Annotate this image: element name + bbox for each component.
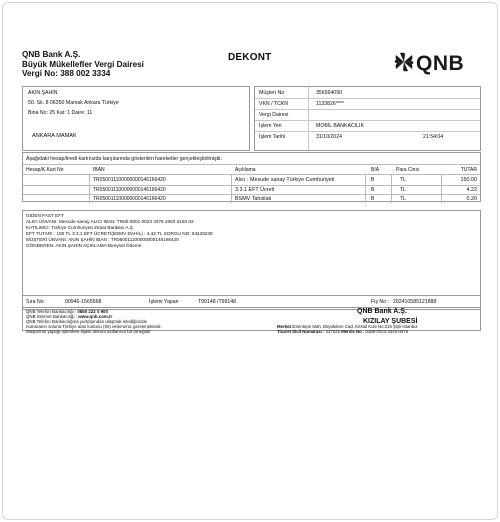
info-row-customer-no [259, 90, 479, 98]
date-value: 31/10/2024 [316, 134, 342, 140]
sequence-label: Sıra No [26, 299, 44, 305]
customer-district: ANKARA MAMAK [32, 133, 77, 139]
info-divider [255, 131, 480, 132]
branch-bank-name: QNB Bank A.Ş. [357, 308, 407, 315]
mersis-label: Mersis No : [341, 328, 365, 334]
registry-label: Ticaret Sicil Numarası : [277, 328, 325, 334]
table-column-divider [89, 174, 90, 203]
row-amount: 4.22 [466, 187, 477, 193]
receipt-label: Fiş No : [371, 299, 389, 305]
table-divider [23, 164, 480, 165]
table-divider [23, 174, 480, 175]
registry-line [277, 329, 408, 334]
transaction-info-box [254, 86, 481, 151]
info-row-vkn [259, 101, 479, 109]
info-column-divider [308, 87, 309, 150]
internet-banking-label: QNB İnternet Bankacılığı : [26, 314, 79, 319]
tax-office: Büyük Mükellefler Vergi Dairesi [22, 59, 144, 69]
branch-name: KIZILAY ŞUBESİ [363, 318, 418, 325]
table-divider [23, 185, 480, 186]
footer-note: Müşterinin yaptığı işlemlere ilişkin dekont asıllarının bir örneğidir [26, 328, 151, 334]
transfer-details-box [22, 210, 481, 310]
vkn-value: 1133826**** [316, 101, 344, 107]
operator-value: T99148 /T99148 [198, 299, 237, 305]
footer-note: QNB Telefon Bankacılığına yurtdışından ulaşmak istediğinizde [26, 319, 147, 324]
vkn-label: VKN / TCKN [259, 101, 289, 107]
date-label: İşlem Tarihi [259, 134, 286, 140]
customer-box [22, 86, 250, 151]
row-iban: TR050011100000000146166420 [93, 187, 166, 193]
mersis-value: 0388-0023-3340-0576 [364, 328, 409, 334]
row-currency: TL [400, 187, 406, 193]
table-divider [23, 194, 480, 195]
transactions-intro: Aşağıdaki hesap/kredi kartınızda karşılarında gösterilen hareketler gerçekleştirilmiştir. [26, 156, 223, 162]
customer-name: AKIN ŞAHİN [28, 90, 58, 96]
row-description: 3.3.1 EFT Ücreti [235, 187, 275, 193]
qnb-logo [393, 51, 468, 77]
col-header-amount: TUTAR [460, 167, 477, 173]
table-column-divider [231, 174, 232, 203]
row-ba: B [371, 196, 375, 202]
footer-box [22, 307, 481, 334]
detail-line: KATILIMCI: Türkiye Cumhuriyeti Ziraat Bankası A.Ş. [26, 225, 135, 230]
row-currency: TL [400, 196, 406, 202]
detail-line: GIDEN FAST EFT [26, 213, 64, 218]
row-iban: TR050011100000000146166420 [93, 196, 166, 202]
phone-banking-number: 0850 222 0 900 [77, 309, 108, 314]
col-header-ba: B/A [371, 167, 380, 173]
transactions-table [22, 152, 481, 202]
receipt-number: 202410585121888 [393, 299, 437, 305]
time-value: 21:54:04 [423, 134, 444, 140]
footer-note: numaranın soluna Türkiye alan kodunu (90) eklemeniz gerekmektedir. [26, 324, 162, 329]
info-divider [255, 109, 480, 110]
location-label: İşlem Yeri [259, 123, 282, 129]
phone-banking-label: QNB Telefon Bankacılığı : [26, 309, 78, 314]
internet-banking-url: www.qnb.com.tr [78, 314, 113, 319]
location-value: MOBİL BANKACILIK [316, 123, 364, 129]
qnb-logo-icon [393, 51, 415, 73]
customer-address-line2: Bina No: 25 Kat: 1 Daire: 11 [28, 110, 93, 116]
detail-line: EFT TUTARI : 150 TL 3.3.1 EFT ÜCRETİ(BSMV DAHİL) : 4.42 TL SORGU NO: 54428238 [26, 231, 213, 236]
row-amount: 150.00 [460, 177, 477, 183]
customer-no-value: 356564090 [316, 90, 342, 96]
row-iban: TR050011100000000146166420 [93, 177, 166, 183]
table-column-divider [365, 174, 366, 203]
tax-number: Vergi No: 388 002 3334 [22, 69, 111, 78]
customer-no-label: Müşteri No [259, 90, 285, 96]
col-header-iban: IBAN [93, 167, 105, 173]
info-row-location [259, 123, 479, 131]
info-row-tax-office [259, 112, 479, 120]
info-divider [255, 98, 480, 99]
row-description: BSMV Tahsilatı [235, 196, 272, 202]
detail-line: ALICI ÜNVANI: Mesude sanay ALICI IBAN: TR69 0001 0023 3376 2083 6150 02 [26, 219, 194, 224]
document-title: DEKONT [228, 52, 272, 63]
col-header-currency: Para Cinsi [396, 167, 420, 173]
bank-name: QNB Bank A.Ş. [22, 50, 81, 59]
row-amount: 0.20 [466, 196, 477, 202]
customer-address-line1: 50. Sk. 8 06350 Mamak Ankara Türkiye [28, 100, 119, 106]
headquarters-value: Esentepe Mah. Büyükdere Cad. Kristal Kule No:215 Şişli-İstanbul [293, 324, 418, 329]
tax-office-label: Vergi Dairesi [259, 112, 289, 118]
detail-line: GÖNDEREN: AKIN ŞAHİN AÇIKLAMA:Bireysel Ödeme [26, 243, 142, 248]
row-description: Alıcı : Mesude sanay Türkiye Cumhuriyeti [235, 177, 335, 183]
table-column-divider [441, 174, 442, 203]
info-row-date [259, 134, 479, 142]
sequence-number: 00946-1565668 [65, 299, 102, 305]
qnb-logo-text: QNB [416, 52, 465, 75]
table-column-divider [391, 174, 392, 203]
detail-line: MÜŞTERİ ÜNVANI: AKIN ŞAHİN IBAN : TR050011100000000146166420 [26, 237, 179, 242]
row-ba: B [371, 187, 375, 193]
col-header-account: Hesap/K.Kart No [26, 167, 64, 173]
row-ba: B [371, 177, 375, 183]
registry-value: 237525 [324, 328, 342, 334]
headquarters-label: Merkez: [277, 324, 294, 329]
bank-header [22, 50, 144, 79]
row-currency: TL [400, 177, 406, 183]
info-divider [255, 120, 480, 121]
col-header-description: Açıklama [235, 167, 256, 173]
operator-label: İşlemi Yapan [149, 299, 179, 305]
